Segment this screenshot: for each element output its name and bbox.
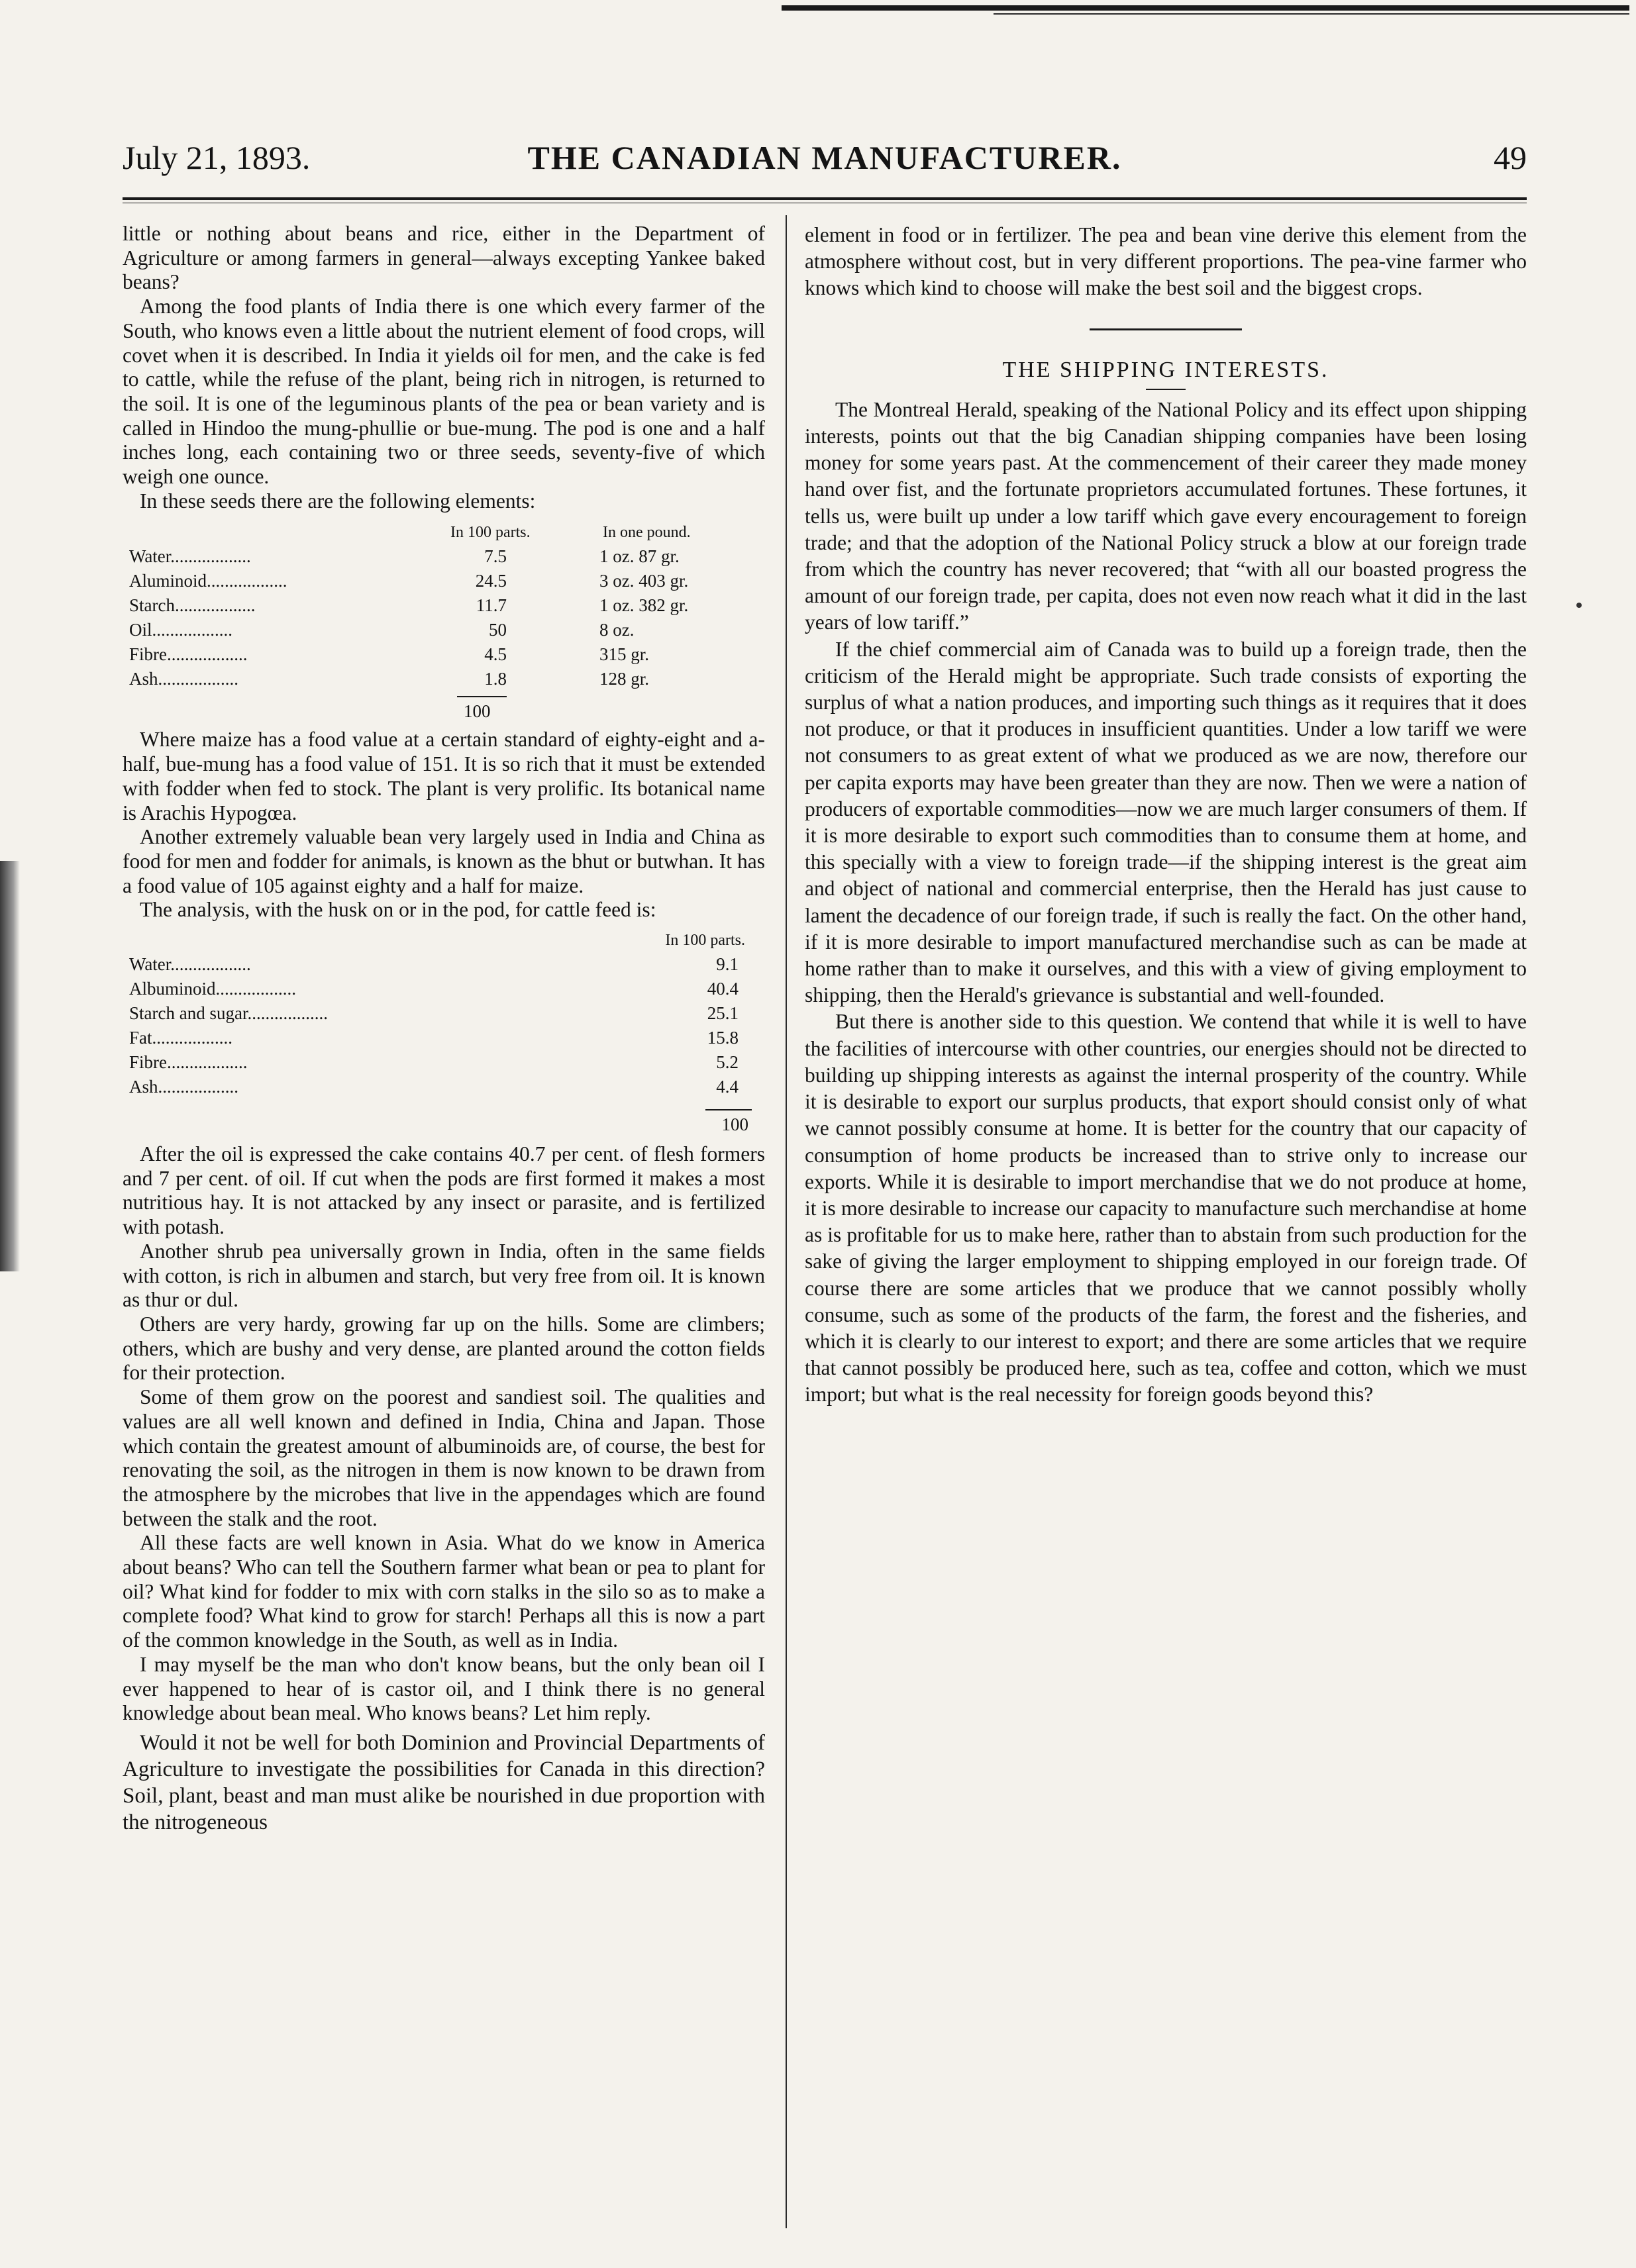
publication-title: THE CANADIAN MANUFACTURER. — [527, 139, 1122, 176]
page-number: 49 — [1494, 139, 1527, 176]
paragraph: All these facts are well known in Asia. What do we know in America about beans? Who can tell the Southern farmer what bean or pea to plant for oil? What kind for fodder to mix with corn stalks in the silo so as to make a complete food? What kind to grow for starch! Perhaps all this is now a part of the common knowledge in the South, as well as in India. — [123, 1531, 765, 1652]
table-total: 100 — [721, 1114, 748, 1135]
section-title-rule — [1146, 389, 1186, 390]
table-row — [129, 1077, 752, 1097]
table-cell: 9.1 — [716, 954, 739, 975]
table-cell: Ash.................. — [129, 669, 239, 689]
table-cell: 1 oz. 87 gr. — [599, 546, 680, 567]
paragraph: I may myself be the man who don't know beans, but the only bean oil I ever happened to hear of is castor oil, and I think there is no general knowledge about bean meal. Who knows beans? Let him reply. — [123, 1652, 765, 1725]
table-row — [129, 1028, 752, 1048]
paragraph: Some of them grow on the poorest and sandiest soil. The qualities and values are all well known and defined in India, China and Japan. Those which contain the greatest amount of albuminoids are, of course, the best for renovating the soil, as the nitrogen in them is now known to be drawn from the atmosphere by the microbes that live in the appendages which are found between the stalk and the root. — [123, 1385, 765, 1530]
paragraph: The analysis, with the husk on or in the pod, for cattle feed is: — [140, 898, 656, 922]
bue-mung-elements-table — [123, 522, 765, 722]
table-total: 100 — [464, 701, 491, 722]
section-title: THE SHIPPING INTERESTS. — [1002, 357, 1329, 382]
section-rule — [1090, 328, 1242, 330]
table-cell: 5.2 — [716, 1052, 739, 1073]
table-row — [129, 1052, 752, 1072]
table-cell: Water.................. — [129, 954, 251, 975]
paragraph: In these seeds there are the following elements: — [140, 489, 536, 513]
paragraph: The Montreal Herald, speaking of the National Policy and its effect upon shipping interests, points out that the big Canadian shipping companies have been losing money for some years past. At the commencement of their career they made money hand over fist, and the fortunate proprietors accumulated fortunes. These fortunes, it tells us, were built up under a low tariff which gave every encouragement to foreign trade; and that the adoption of the National Policy struck a blow at our foreign trade from which the country has never recovered; that “with all our boasted progress the amount of our foreign trade, per capita, does not even now reach what it did in the last years of low tariff.” — [805, 397, 1527, 634]
bhut-analysis-table — [123, 930, 765, 1135]
table-cell: 1.8 — [484, 669, 507, 689]
paragraph: But there is another side to this question. We contend that while it is well to have the facilities of intercourse with other countries, our energies should not be directed to building up shipping interests as against the internal prosperity of the country. While it is desirable to export our surplus products, that export should consist only of what we cannot possibly consume at home. It is better for the country that our capacity of consumption of home products be increased than to strive only to increase our exports. While it is desirable to import merchandise that we do not produce at home, it is more desirable to increase our capacity to manufacture such merchandise at home as is profitable for us to make here, rather than to abstain from such production for the sake of giving the larger employment to shipping employed in our foreign trade. Of course there are some articles that we produce that we cannot possibly wholly consume, such as some of the products of the farm, the forest and the fisheries, and which it is clearly to our interest to export; and there are some articles that we require that cannot possibly be produced here, such as tea, coffee and cotton, which we must import; but what is the real necessity for foreign goods beyond this? — [805, 1010, 1527, 1406]
scan-speck — [1576, 603, 1582, 608]
paragraph: Among the food plants of India there is one which every farmer of the South, who knows even a little about the nutrient element of food crops, will covet when it is described. In India it yields oil for men, and the cake is fed to cattle, while the refuse of the plant, being rich in nitrogen, is returned to the soil. It is one of the leguminous plants of the pea or bean variety and is called in Hindoo the mung-phullie or bue-mung. The pod is one and a half inches long, each containing two or three seeds, seventy-five of which weigh one ounce. — [123, 295, 765, 489]
table-header: In one pound. — [603, 524, 691, 542]
table-row — [129, 954, 752, 974]
table-cell: 3 oz. 403 gr. — [599, 571, 689, 591]
table-row — [129, 546, 752, 566]
paragraph: element in food or in fertilizer. The pea and bean vine derive this element from the atmosphere without cost, but in very different proportions. The pea-vine farmer who knows which kind to choose will make the best soil and the biggest crops. — [805, 223, 1527, 300]
table-cell: 8 oz. — [599, 620, 635, 640]
table-cell: 4.5 — [484, 644, 507, 665]
table-cell: Ash.................. — [129, 1077, 239, 1097]
table-cell: Fat.................. — [129, 1028, 233, 1048]
table-cell: Water.................. — [129, 546, 251, 567]
table-cell: 4.4 — [716, 1077, 739, 1097]
scan-shadow — [0, 861, 20, 1271]
paragraph: Another extremely valuable bean very largely used in India and China as food for men and fodder for animals, is known as the bhut or butwhan. It has a food value of 105 against eighty and a half for maize. — [123, 825, 765, 897]
table-cell: 50 — [489, 620, 507, 640]
table-row — [129, 644, 752, 664]
table-cell: 25.1 — [707, 1003, 739, 1024]
table-cell: Albuminoid.................. — [129, 979, 297, 999]
paragraph: After the oil is expressed the cake contains 40.7 per cent. of flesh formers and 7 per cent. of oil. If cut when the pods are first formed it makes a most nutritious hay. It is not attacked by any insect or parasite, and is fertilized with potash. — [123, 1142, 765, 1239]
table-cell: 24.5 — [475, 571, 507, 591]
table-cell: Starch.................. — [129, 595, 256, 616]
table-row — [129, 979, 752, 999]
table-cell: 40.4 — [707, 979, 739, 999]
table-cell: 7.5 — [484, 546, 507, 567]
table-cell: Starch and sugar.................. — [129, 1003, 328, 1024]
sum-rule — [457, 696, 507, 697]
table-row — [129, 620, 752, 640]
page-header — [123, 131, 1527, 184]
table-cell: 15.8 — [707, 1028, 739, 1048]
top-edge-thin-rule — [994, 13, 1629, 15]
table-row — [129, 669, 752, 689]
table-cell: 1 oz. 382 gr. — [599, 595, 689, 616]
paragraph: little or nothing about beans and rice, either in the Department of Agriculture or among farmers in general—always excepting Yankee baked beans? — [123, 222, 765, 294]
table-header: In 100 parts. — [450, 524, 531, 542]
header-rule — [123, 197, 1527, 200]
table-cell: 315 gr. — [599, 644, 650, 665]
paragraph: Another shrub pea universally grown in India, often in the same fields with cotton, is rich in albumen and starch, but very free from oil. It is known as thur or dul. — [123, 1239, 765, 1312]
paragraph: Where maize has a food value at a certain standard of eighty-eight and a-half, bue-mung has a food value of 151. It is so rich that it must be extended with fodder when fed to stock. The plant is very prolific. Its botanical name is Arachis Hypogœa. — [123, 728, 765, 824]
sum-rule — [705, 1109, 752, 1110]
top-edge-rule — [782, 5, 1629, 11]
issue-date: July 21, 1893. — [123, 139, 311, 176]
table-header: In 100 parts. — [665, 932, 745, 950]
table-cell: Aluminoid.................. — [129, 571, 287, 591]
table-cell: 11.7 — [476, 595, 507, 616]
paragraph: Others are very hardy, growing far up on the hills. Some are climbers; others, which are bushy and very dense, are planted around the cotton fields for their protection. — [123, 1312, 765, 1385]
paragraph: If the chief commercial aim of Canada was to build up a foreign trade, then the criticism of the Herald might be appropriate. Such trade consists of exporting the surplus of what a nation produces, and importing such things as it requires that it does not produce, or that it produces in insufficient quantities. Under a low tariff we were not consumers to as great extent of what we produced as we are now, therefore our per capita exports may have been greater than they are now. Then we were a nation of producers of exportable commodities—now we are much larger consumers of them. If it is more desirable to export such commodities than to consume them at home, and this specially with a view to foreign trade—if the shipping interest is the great aim and object of national and commercial enterprise, then the Herald has just cause to lament the decadence of our foreign trade, if such is really the fact. On the other hand, if it is more desirable to import manufactured merchandise such as can be made at home rather than to make it ourselves, and this with a view of giving employment to shipping, then the Herald's grievance is substantial and well-founded. — [805, 637, 1527, 1007]
table-row — [129, 1003, 752, 1023]
table-cell: Oil.................. — [129, 620, 233, 640]
table-cell: Fibre.................. — [129, 644, 248, 665]
paragraph: Would it not be well for both Dominion and Provincial Departments of Agriculture to investigate the possibilities for Canada in this direction? Soil, plant, beast and man must alike be nourished in due proportion with the nitrogeneous — [123, 1730, 765, 1834]
table-cell: Fibre.................. — [129, 1052, 248, 1073]
table-cell: 128 gr. — [599, 669, 650, 689]
table-row — [129, 595, 752, 615]
column-divider — [786, 215, 787, 2228]
table-row — [129, 571, 752, 591]
left-column — [123, 222, 765, 1836]
right-column — [805, 222, 1527, 1408]
